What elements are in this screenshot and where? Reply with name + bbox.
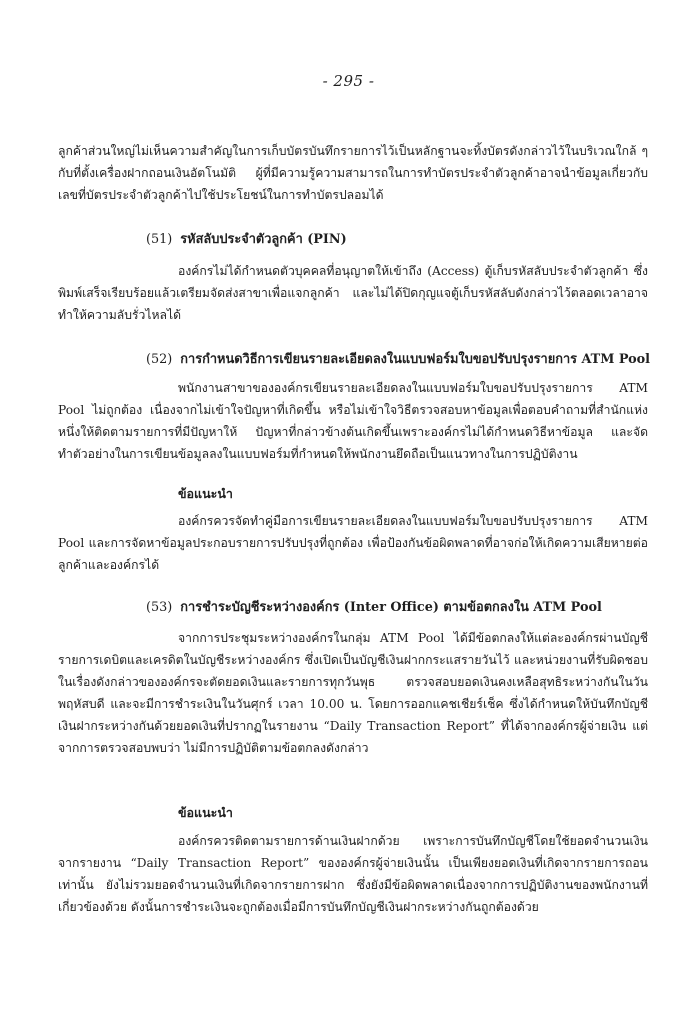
section-52-recommendation-body	[58, 510, 648, 576]
section-53-paragraph: จากการประชุมระหว่างองค์กรในกลุ่ม ATM Pool ได้มีข้อตกลงให้แต่ละองค์กรผ่านบัญชีรายการเดบิตและเครดิตในบัญชีระหว่างองค์กร ซึ่งเปิดเป็นบัญชีเงินฝากกระแสรายวันไว้ และหน่วยงานที่รับผิดชอบในเรื่องดังกล่าวขององค์กรจะตัดยอดเงินและรายการทุกวันพุธ ตรวจสอบยอดเงินคงเหลือสุทธิระหว่างกันในวันพฤหัสบดี และจะมีการชำระเงินในวันศุกร์ เวลา 10.00 น. โดยการออกแคชเชียร์เช็ค ซึ่งได้กำหนดให้บันทึกบัญชีเงินฝากระหว่างกันด้วยยอดเงินที่ปรากฏในรายงาน “Daily Transaction Report” ที่ได้จากองค์กรผู้จ่ายเงิน แต่จากการตรวจสอบพบว่า ไม่มีการปฏิบัติตามข้อตกลงดังกล่าว	[58, 631, 648, 755]
section-51-heading	[146, 230, 347, 250]
section-53-title: การชำระบัญชีระหว่างองค์กร (Inter Office) ตามข้อตกลงใน ATM Pool	[180, 600, 602, 615]
section-52-title: การกำหนดวิธีการเขียนรายละเอียดลงในแบบฟอร์มใบขอปรับปรุงรายการ ATM Pool	[180, 352, 651, 367]
section-53-heading	[146, 598, 602, 618]
intro-paragraph: ลูกค้าส่วนใหญ่ไม่เห็นความสำคัญในการเก็บบัตรบันทึกรายการไว้เป็นหลักฐานจะทิ้งบัตรดังกล่าวไว้ในบริเวณใกล้ ๆ กับที่ตั้งเครื่องฝากถอนเงินอัตโนมัติ ผู้ที่มีความรู้ความสามารถในการทำบัตรประจำตัวลูกค้าอาจนำข้อมูลเกี่ยวกับเลขที่บัตรประจำตัวลูกค้าไปใช้ประโยชน์ในการทำบัตรปลอมได้	[58, 144, 648, 202]
section-52-recommendation-label: ข้อแนะนำ	[178, 486, 233, 501]
section-51-number: (51)	[146, 232, 173, 247]
section-52-recommendation: องค์กรควรจัดทำคู่มือการเขียนรายละเอียดลงในแบบฟอร์มใบขอปรับปรุงรายการ ATM Pool และการจัดหาข้อมูลประกอบรายการปรับปรุงที่ถูกต้อง เพื่อป้องกันข้อผิดพลาดที่อาจก่อให้เกิดความเสียหายต่อลูกค้าและองค์กรได้	[58, 514, 648, 572]
section-53-body	[58, 627, 648, 759]
section-51-paragraph: องค์กรไม่ได้กำหนดตัวบุคคลที่อนุญาตให้เข้าถึง (Access) ตู้เก็บรหัสลับประจำตัวลูกค้า ซึ่งพิมพ์เสร็จเรียบร้อยแล้วเตรียมจัดส่งสาขาเพื่อแจกลูกค้า และไม่ได้ปิดกุญแจตู้เก็บรหัสลับดังกล่าวไว้ตลอดเวลาอาจทำให้ความลับรั่วไหลได้	[58, 264, 648, 322]
section-52-paragraph: พนักงานสาขาขององค์กรเขียนรายละเอียดลงในแบบฟอร์มใบขอปรับปรุงรายการ ATM Pool ไม่ถูกต้อง เนื่องจากไม่เข้าใจปัญหาที่เกิดขึ้น หรือไม่เข้าใจวิธีตรวจสอบหาข้อมูลเพื่อตอบคำถามที่สำนักแห่งหนึ่งให้ติดตามรายการที่มีปัญหาให้ ปัญหาที่กล่าวข้างต้นเกิดขึ้นเพราะองค์กรไม่ได้กำหนดวิธีหาข้อมูล และจัดทำตัวอย่างในการเขียนข้อมูลลงในแบบฟอร์มที่กำหนดให้พนักงานยึดถือเป็นแนวทางในการปฏิบัติงาน	[58, 381, 648, 461]
section-51-title: รหัสลับประจำตัวลูกค้า (PIN)	[180, 232, 347, 247]
intro-block	[58, 140, 648, 206]
page-number: - 295 -	[322, 72, 375, 90]
section-51-body	[58, 260, 648, 326]
section-53-recommendation-label: ข้อแนะนำ	[178, 805, 233, 820]
section-52-heading	[146, 350, 650, 370]
section-52-number: (52)	[146, 352, 173, 367]
section-53-recommendation: องค์กรควรติดตามรายการด้านเงินฝากด้วย เพราะการบันทึกบัญชีโดยใช้ยอดจำนวนเงินจากรายงาน “Daily Transaction Report” ขององค์กรผู้จ่ายเงินนั้น เป็นเพียงยอดเงินที่เกิดจากรายการถอนเท่านั้น ยังไม่รวมยอดจำนวนเงินที่เกิดจากรายการฝาก ซึ่งยังมีข้อผิดพลาดเนื่องจากการปฏิบัติงานของพนักงานที่เกี่ยวข้องด้วย ดังนั้นการชำระเงินจะถูกต้องเมื่อมีการบันทึกบัญชีเงินฝากระหว่างกันถูกต้องด้วย	[58, 834, 648, 914]
section-53-recommendation-body	[58, 830, 648, 918]
section-52-body	[58, 377, 648, 465]
section-53-number: (53)	[146, 600, 173, 615]
